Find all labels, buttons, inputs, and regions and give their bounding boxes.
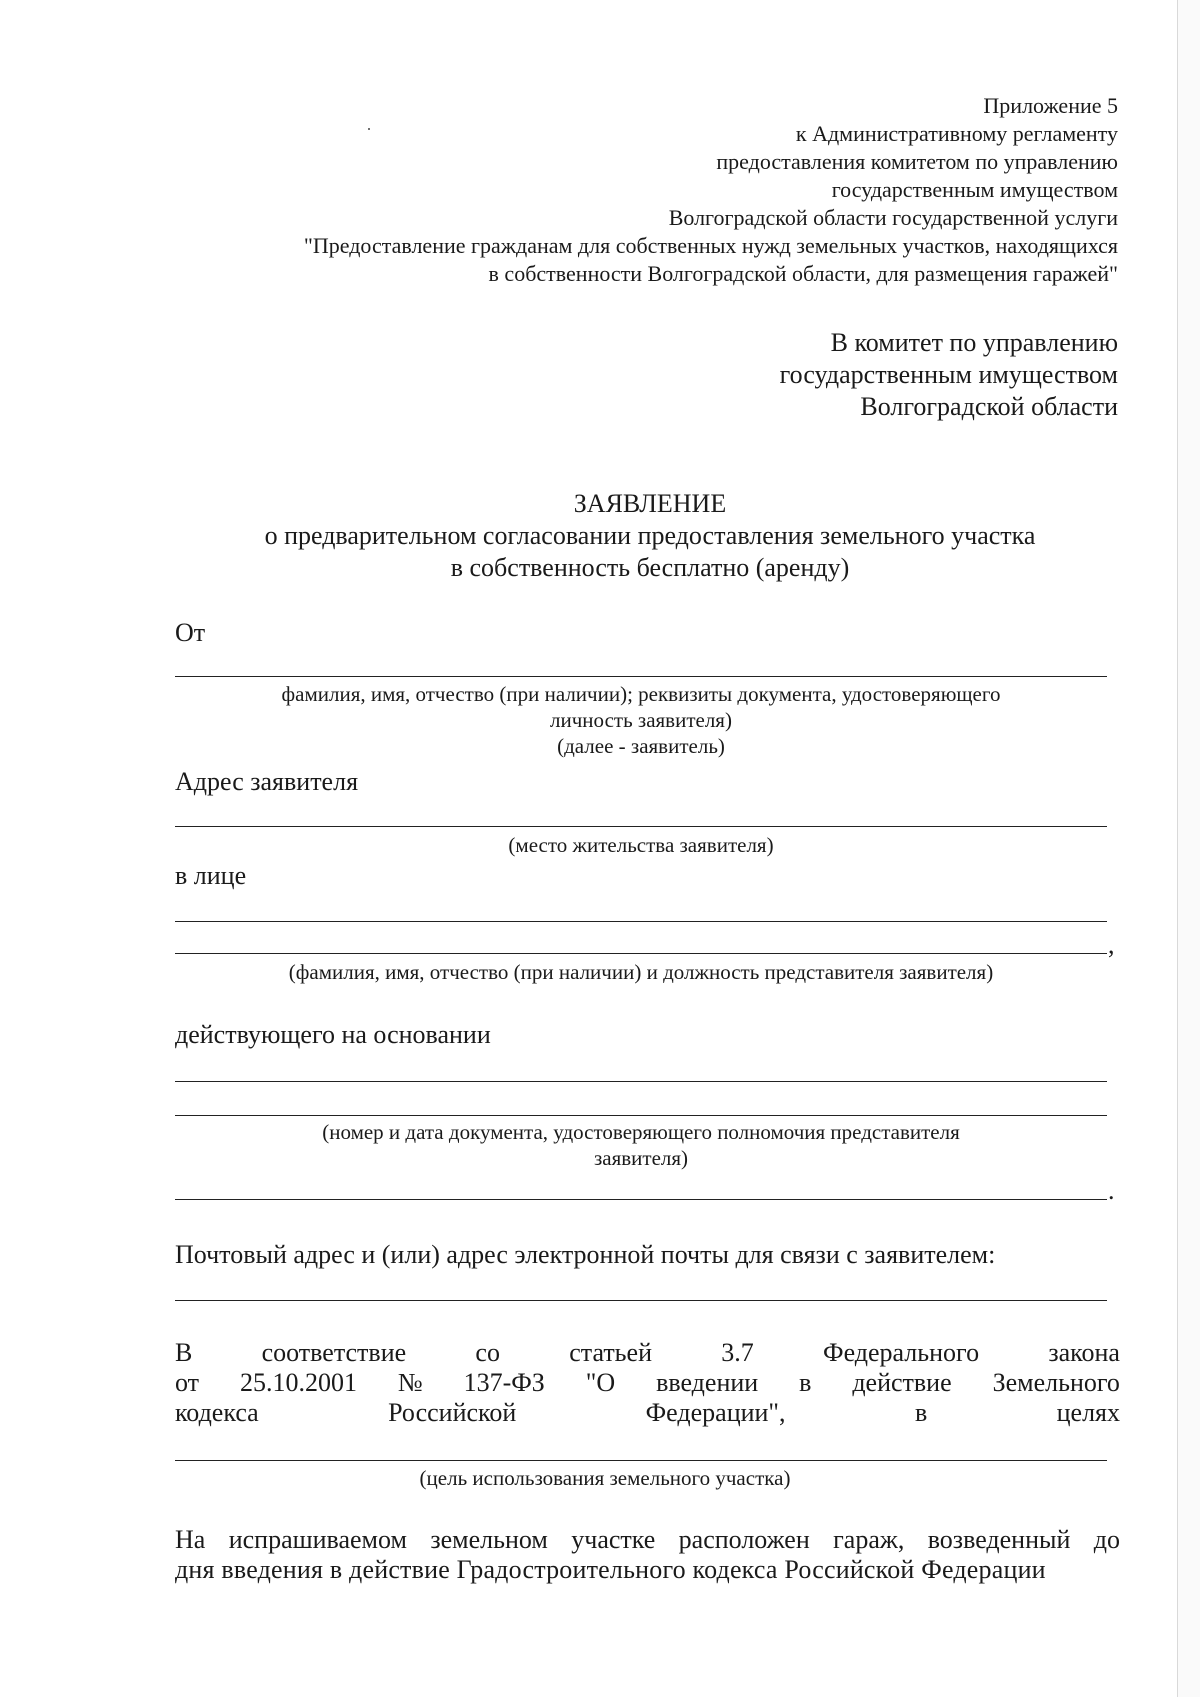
address-label: Адрес заявителя xyxy=(175,767,359,796)
law-word: в xyxy=(799,1368,812,1397)
representative-label: в лице xyxy=(175,861,247,890)
document-title: ЗАЯВЛЕНИЕ xyxy=(573,489,727,518)
address-field-line[interactable] xyxy=(175,826,1107,827)
from-label: От xyxy=(175,618,206,647)
title-block xyxy=(150,488,1150,584)
representative-field-line-1[interactable] xyxy=(175,921,1107,922)
basis-hint xyxy=(175,1119,1107,1171)
appendix-block xyxy=(150,92,1118,288)
law-word: целях xyxy=(1056,1398,1120,1427)
contact-label: Почтовый адрес и (или) адрес электронной почты для связи с заявителем: xyxy=(175,1240,996,1269)
law-word: В xyxy=(175,1338,193,1367)
addressee-line: Волгоградской области xyxy=(860,392,1118,421)
applicant-field-line[interactable] xyxy=(175,676,1107,677)
law-paragraph xyxy=(175,1338,1120,1428)
scan-edge xyxy=(1177,0,1200,1697)
representative-hint: (фамилия, имя, отчество (при наличии) и должность представителя заявителя) xyxy=(288,960,994,984)
applicant-hint xyxy=(175,681,1107,759)
law-word: 25.10.2001 xyxy=(239,1368,357,1397)
addressee-block xyxy=(600,327,1118,423)
law-row xyxy=(175,1398,1120,1428)
law-row xyxy=(175,1368,1120,1398)
appendix-line: Волгоградской области государственной услуги xyxy=(668,205,1118,230)
basis-field-line-2[interactable] xyxy=(175,1115,1107,1116)
appendix-line: к Административному регламенту xyxy=(795,121,1118,146)
basis-field-line-3[interactable] xyxy=(175,1199,1107,1200)
law-word: соответствие xyxy=(261,1338,407,1367)
law-word: кодекса xyxy=(175,1398,259,1427)
garage-line: На испрашиваемом земельном участке расположен гараж, возведенный до xyxy=(175,1525,1120,1554)
appendix-line: государственным имуществом xyxy=(831,177,1118,202)
applicant-hint-line: личность заявителя) xyxy=(550,708,732,732)
appendix-line: предоставления комитетом по управлению xyxy=(716,149,1118,174)
basis-label: действующего на основании xyxy=(175,1020,491,1049)
law-word: "О xyxy=(585,1368,616,1397)
document-subtitle: в собственность бесплатно (аренду) xyxy=(450,553,850,582)
appendix-line: в собственности Волгоградской области, для размещения гаражей" xyxy=(488,261,1118,286)
law-word: Российской xyxy=(388,1398,517,1427)
law-word: в xyxy=(914,1398,928,1427)
basis-field-line-1[interactable] xyxy=(175,1081,1107,1082)
document-subtitle: о предварительном согласовании предоставления земельного участка xyxy=(264,521,1036,550)
period-mark: . xyxy=(1108,1176,1115,1205)
basis-hint-line: (номер и дата документа, удостоверяющего полномочия представителя xyxy=(322,1120,960,1144)
law-word: Федерального xyxy=(823,1338,980,1367)
law-word: 3.7 xyxy=(721,1338,754,1367)
law-word: введении xyxy=(656,1368,759,1397)
law-word: со xyxy=(475,1338,500,1367)
appendix-line: "Предоставление гражданам для собственных нужд земельных участков, находящихся xyxy=(303,233,1118,258)
addressee-line: государственным имуществом xyxy=(779,360,1118,389)
law-word: статьей xyxy=(569,1338,652,1367)
contact-field-line[interactable] xyxy=(175,1300,1107,1301)
garage-line: дня введения в действие Градостроительного кодекса Российской Федерации xyxy=(175,1555,1046,1584)
law-row xyxy=(175,1338,1120,1368)
law-word: Федерации", xyxy=(645,1398,786,1427)
law-word: 137-ФЗ xyxy=(463,1368,545,1397)
comma-mark: , xyxy=(1108,930,1115,959)
law-word: № xyxy=(397,1368,423,1397)
basis-hint-line: заявителя) xyxy=(593,1146,689,1170)
purpose-field-line[interactable] xyxy=(175,1460,1107,1461)
law-word: Земельного xyxy=(992,1368,1120,1397)
applicant-hint-line: (далее - заявитель) xyxy=(557,734,725,758)
law-word: от xyxy=(175,1368,200,1397)
law-word: закона xyxy=(1048,1338,1120,1367)
addressee-line: В комитет по управлению xyxy=(830,328,1118,357)
appendix-line: Приложение 5 xyxy=(983,93,1118,118)
applicant-hint-line: фамилия, имя, отчество (при наличии); реквизиты документа, удостоверяющего xyxy=(281,682,1001,706)
representative-field-line-2[interactable] xyxy=(175,953,1107,954)
garage-paragraph xyxy=(175,1525,1120,1585)
address-hint: (место жительства заявителя) xyxy=(508,833,774,857)
purpose-hint: (цель использования земельного участка) xyxy=(419,1466,791,1490)
law-word: действие xyxy=(852,1368,952,1397)
